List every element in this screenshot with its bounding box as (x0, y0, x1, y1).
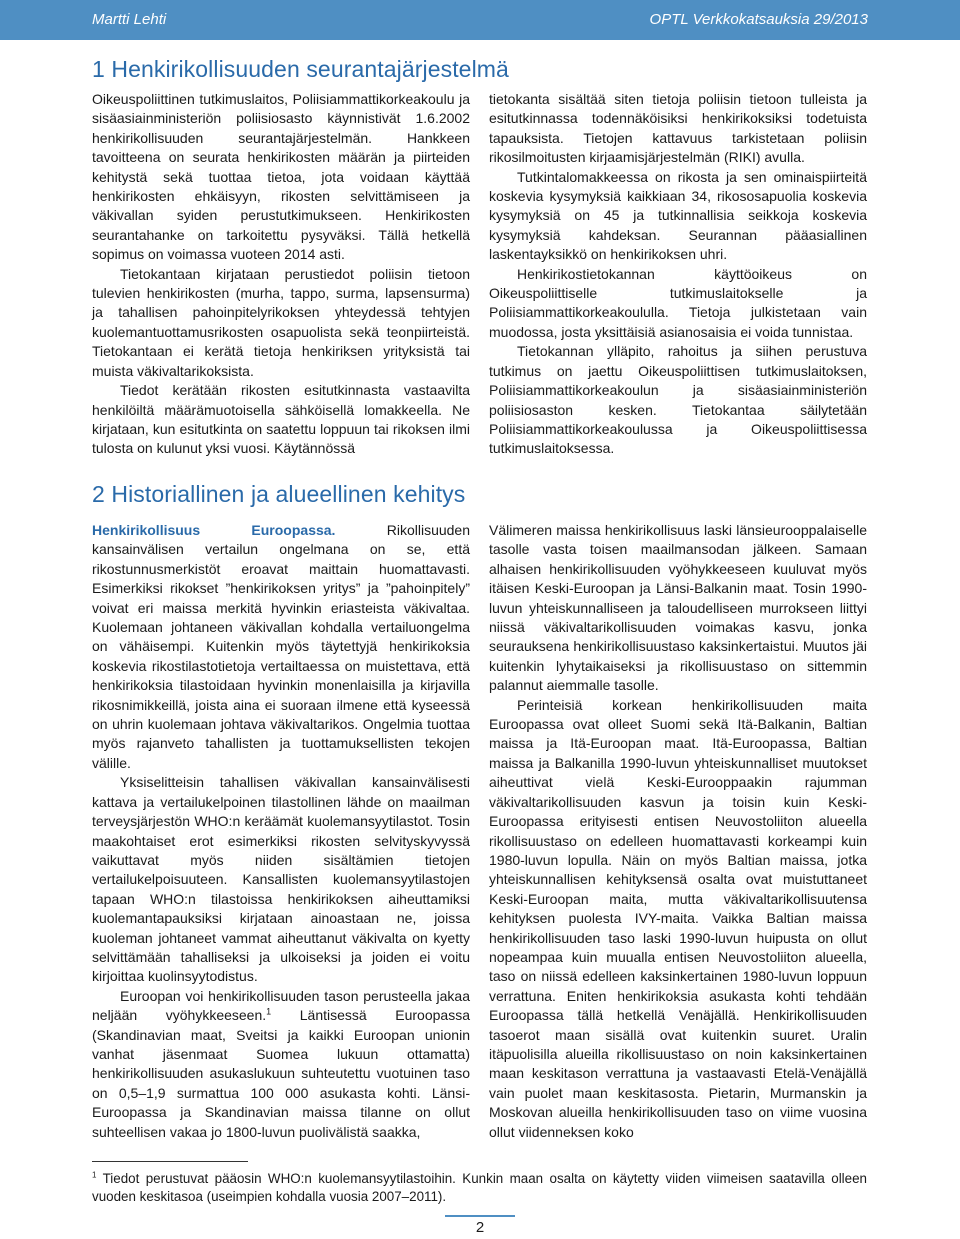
footnote (92, 1170, 867, 1206)
paragraph: Perinteisiä korkean henkirikollisuuden maita Euroopassa ovat olleet Suomi sekä Itä-Balkanin, Baltian maissa ja Itä-Euroopan maat. Itä-Euroopassa, Baltian maissa ja Balkanilla 1990-luvun yhteiskunnalliset muutokset aiheuttivat vielä Keski-Eurooppaakin rajumman väkivaltarikollisuuden kasvun ja toisin kuin Keski-Euroopassa erityisesti entisen Neuvostoliiton alueella rikollisuustaso on edelleen huomattavasti korkeampi kuin 1980-luvun lopulla. Näin on myös Baltian maissa, jotka yhteiskunnallisen kehityksensä osalta ovat muistuttaneet Keski-Euroopan maita, mutta väkivaltarikollisuutensa kehityksen puolesta IVY-maita. Vaikka Baltian maissa henkirikollisuuden taso laski 1990-luvun huipusta on ollut nopeampaa kuin muualla entisen Neuvostoliiton alueella, taso on niissä edelleen kaksinkertainen 1980-luvun loppuun verrattuna. Eniten henkirikoksia asukasta kohti tehdään Euroopassa tällä hetkellä Venäjällä. Henkirikollisuuden tasoerot maan sisällä ovat kuitenkin suuret. Uralin itäpuolisilla alueilla rikollisuustaso on noin kaksinkertainen maan keskitason verrattuna ja vastaavasti Etelä-Venäjällä vain puolet maan keskitasosta. Pietarin, Murmanskin ja Moskovan alueilla henkirikollisuuden taso on viime vuosina ollut viidenneksen koko (489, 696, 867, 1140)
paragraph: Välimeren maissa henkirikollisuus laski länsieurooppalaiselle tasolle vasta toisen maailmansodan jälkeen. Samaan alhaisen henkirikollisuuden vyöhykkeeseen kuuluvat myös itäisen Keski-Euroopan ja Länsi-Balkanin maat. Tosin 1990-luvun yhteiskunnalliseen ja taloudelliseen murrokseen liittyi niissä väkivaltarikollisuuden voimakas kasvu, jonka seurauksena henkirikollisuustaso kaksinkertaistui. Muutos jäi kuitenkin lyhytaikaiseksi ja rikollisuustaso on sittemmin palannut aiemmalle tasolle. (489, 522, 867, 694)
page-number: 2 (475, 1219, 485, 1236)
paragraph: Tutkintalomakkeessa on rikosta ja sen ominaispiirteitä koskevia kysymyksiä kaikkiaan 34, rikososapuolia koskevia kysymyksiä on 45 ja tutkinnallisia seikkoja koskevia kysymyksiä kahdeksan. Seurannan pääasiallinen laskentayksikkö on henkirikoksen uhri. (489, 168, 867, 263)
header-author: Martti Lehti (92, 11, 167, 28)
footnote-reference[interactable]: 1 (266, 1006, 272, 1017)
paragraph: Henkirikostietokannan käyttöoikeus on Oikeuspoliittiselle tutkimuslaitokselle ja Poliisiammattikorkeakoululla. Tietoja julkistetaan vain muodossa, josta yksittäisiä asianosaisia ei voida tunnistaa. (489, 265, 867, 340)
paragraph: Yksiselitteisin tahallisen väkivallan kansainvälisesti kattava ja vertailukelpoinen tilastollinen lähde on maailman terveysjärjestön WHO:n keräämät kuolemansyytilastot. Tosin maakohtaiset erot esimerkiksi rikosten selvityskyvyssä vaikuttavat myös niiden sisältämien tietojen vertailukelpoisuuteen. Kansallisten kuolemansyytilastojen tapaan WHO:n tilastoissa henkirikoksen aiheuttamiksi kuolemantapauksiksi kirjataan ainoastaan ne, joissa kuoleman johtaneet vammat aiheuttanut väkivalta on kyetty selvittämään tahalliseksi ja ulkoiseksi ja joiden ei voitu kirjoittaa kuolinsyytodistus. (92, 774, 470, 985)
section-1-title: 1 Henkirikollisuuden seurantajärjestelmä (92, 56, 509, 82)
page-number-rule (445, 1215, 515, 1217)
paragraph: Oikeuspoliittinen tutkimuslaitos, Poliisiammattikorkeakoulu ja sisäasiainministeriön poliisiosasto käynnistivät 1.6.2002 henkirikollisuuden seurantajärjestelmän. Hankkeen tavoitteena on seurata henkirikosten määrän ja piirteiden kehitystä sekä tuottaa tietoa, jota voidaan käyttää henkirikosten ehkäisyyn, rikosten selvittämiseen ja väkivallan syiden perustutkimukseen. Henkirikosten seurantahanke on tarkoitettu pysyväksi. Tällä hetkellä sopimus on voimassa vuoteen 2014 asti. (92, 91, 470, 263)
footnote-marker: 1 (92, 1170, 97, 1180)
footnote-text: Tiedot perustuvat pääosin WHO:n kuolemansyytilastoihin. Kunkin maan osalta on käytetty viiden viimeisen saatavilla olleen vuoden keskitasoa (useimpien kohdalla vuosia 2007–2011). (92, 1171, 867, 1204)
paragraph: tietokanta sisältää siten tietoja poliisin tietoon tulleista ja esitutkinnassa todennäköisiksi henkirikoksiksi todetuista tapauksista. Tietojen kattavuus tarkistetaan poliisin rikosilmoitusten kirjaamisjärjestelmän (RIKI) avulla. (489, 91, 867, 166)
paragraph-lead-heading: Henkirikollisuus Euroopassa. (92, 522, 336, 538)
section-2-left-column (92, 521, 470, 1142)
paragraph: Tiedot kerätään rikosten esitutkinnasta vastaavilta henkilöiltä määrämuotoisella sähköisellä lomakkeella. Ne kirjataan, kun esitutkinta on saatettu loppuun tai rikoksen ilmi tulosta on kulunut yksi vuosi. Käytännössä (92, 382, 470, 457)
section-2-right-column (489, 521, 867, 1142)
paragraph-text: Rikollisuuden kansainvälisen vertailun ongelmana on se, että rikostunnusmerkistöt eroavat maittain huomattavasti. Esimerkiksi rikokset ”henkirikoksen yritys” ja ”pahoinpitely” voivat eri maissa merkitä hyvinkin eriasteista väkivaltaa. Kuolemaan johtaneen väkivallan kohdalla vertailuongelma on vähäisempi. Kuitenkin myös täytettyjä henkirikoksia koskevia rikostilastotietoja vertailtaessa on muistettava, että henkirikoksia tilastoidaan hyvinkin monenlaisilla ja kirjavilla rikosnimikkeillä, joista aina ei suoraan ilmene että kyseessä on uhrin kuolemaan johtava väkivaltarikos. Ongelmia tuottaa myös rajanveto tahallisten ja tuottamuksellisten tekojen välille. (92, 522, 470, 771)
page-header (0, 0, 960, 40)
section-1-right-column (489, 90, 867, 459)
paragraph (92, 521, 470, 773)
paragraph: Tietokantaan kirjataan perustiedot poliisin tietoon tulevien henkirikosten (murha, tappo, surma, lapsensurma) ja tahallisen pahoinpitelyrikoksen yhteydessä tehtyjen kuolemantuottamusrikosten osapuolista sekä teonpiirteistä. Tietokantaan ei kerätä tietoja henkiriksen yrityksistä tai muista väkivaltarikoksista. (92, 265, 470, 379)
paragraph-text: Euroopan voi henkirikollisuuden tason perusteella jakaa neljään vyöhykkeeseen. (92, 987, 470, 1024)
paragraph: Tietokannan ylläpito, rahoitus ja siihen perustuva tutkimus on jaettu Oikeuspoliittisen tutkimuslaitoksen, Poliisiammattikorkeakoulun ja sisäasiainministeriön poliisiosaston kesken. Tietokantaa säilytetään Poliisiammattikorkeakoulussa ja Oikeuspoliittisessa tutkimuslaitoksessa. (489, 343, 867, 457)
paragraph-text: Läntisessä Euroopassa (Skandinavian maat, Sveitsi ja kaikki Euroopan unionin vanhat jäsenmaat Suomea lukuun ottamatta) henkirikollisuuden asukaslukuun suhteutettu vuotuinen taso on 0,5–1,9 surmattua 100 000 asukasta kohti. Länsi-Euroopassa ja Skandinavian maissa tilanne on ollut suhteellisen vakaa jo 1800-luvun puolivälistä saakka, (92, 1007, 470, 1140)
paragraph (92, 987, 470, 1142)
header-series: OPTL Verkkokatsauksia 29/2013 (649, 11, 868, 28)
section-1-left-column (92, 90, 470, 459)
section-2-title: 2 Historiallinen ja alueellinen kehitys (92, 481, 466, 507)
footnote-divider (92, 1161, 248, 1162)
